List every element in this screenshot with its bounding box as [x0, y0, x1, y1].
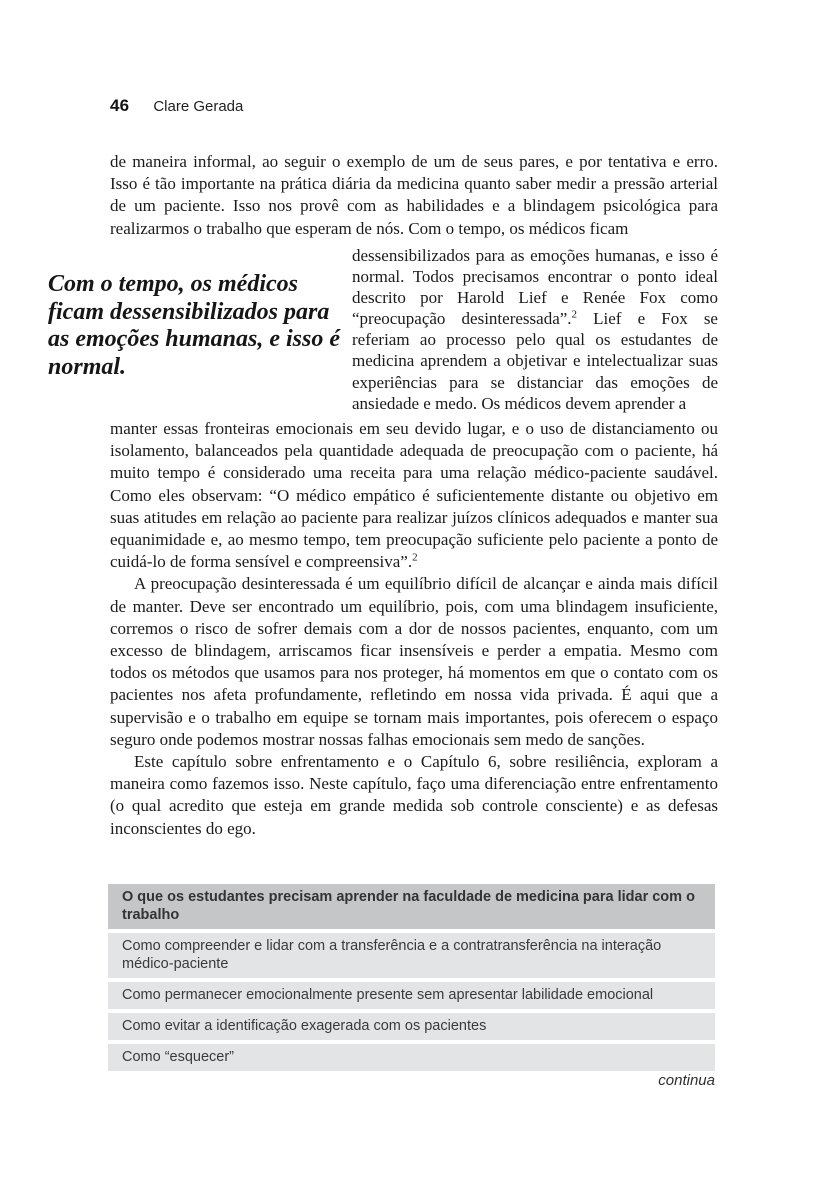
paragraph-text: manter essas fronteiras emocionais em seu devido lugar, e o uso de distanciamento ou isolamento, balanceados pela quantidade adequada de preocupação com o paciente, há muito tempo é considerado uma receita para uma relação médico-paciente saudável. Como eles observam: “O médico empático é suficientemente distante ou objetivo em suas atitudes em relação ao paciente para realizar juízos clínicos adequados e manter sua equanimidade e, ao mesmo tempo, tem preocupação suficiente pelo paciente a ponto de cuidá-lo de forma sensível e compreensiva”. — [110, 419, 718, 572]
table-row: Como permanecer emocionalmente presente sem apresentar labilidade emocional — [108, 982, 715, 1009]
learning-table — [108, 884, 715, 1075]
paragraph: Este capítulo sobre enfrentamento e o Capítulo 6, sobre resiliência, exploram a maneira como fazemos isso. Neste capítulo, faço uma diferenciação entre enfrentamento (o qual acredito que esteja em grande medida sob controle consciente) e as defesas inconscientes do ego. — [110, 752, 718, 838]
body-main-text — [110, 418, 718, 840]
table-header: O que os estudantes precisam aprender na faculdade de medicina para lidar com o trabalho — [108, 884, 715, 929]
pull-quote — [48, 271, 346, 381]
page-number: 46 — [110, 96, 130, 115]
body-paragraph-top — [110, 151, 718, 240]
paragraph-text: dessensibilizados para as emoções humanas, e isso é normal. Todos precisamos encontrar o ponto ideal descrito por Harold Lief e Renée Fox como “preocupação desinteressada”. — [352, 246, 718, 329]
paragraph: A preocupação desinteressada é um equilíbrio difícil de alcançar e ainda mais difícil de manter. Deve ser encontrado um equilíbrio, pois, com uma blindagem insuficiente, corremos o risco de sofrer demais com a dor de nossos pacientes, enquanto, com um excesso de blindagem, arriscamos ficar insensíveis e perder a empatia. Mesmo com todos os métodos que usamos para nos proteger, há momentos em que o contato com os pacientes nos afeta profundamente, refletindo em nossa vida privada. É aqui que a supervisão e o trabalho em equipe se tornam mais importantes, pois oferecem o espaço seguro onde podemos mostrar nossas falhas emocionais sem medo de sanções. — [110, 574, 718, 749]
pull-quote-text: Com o tempo, os médicos ficam dessensibilizados para as emoções humanas, e isso é normal. — [48, 271, 341, 380]
paragraph-continuation — [110, 418, 718, 573]
author-name: Clare Gerada — [153, 98, 244, 115]
table-row: Como compreender e lidar com a transferência e a contratransferência na interação médico-paciente — [108, 933, 715, 978]
paragraph-text: de maneira informal, ao seguir o exemplo de um de seus pares, e por tentativa e erro. Isso é tão importante na prática diária da medicina quanto saber medir a pressão arterial de um paciente. Isso nos provê com as habilidades e a blindagem psicológica para realizarmos o trabalho que esperam de nós. Com o tempo, os médicos ficam — [110, 152, 718, 238]
paragraph-text: Lief e Fox se referiam ao processo pelo qual os estudantes de medicina aprendem a objetivar e intelectualizar suas experiências para se distanciar das emoções de ansiedade e medo. Os médicos devem aprender a — [352, 309, 718, 413]
table-row: Como evitar a identificação exagerada com os pacientes — [108, 1013, 715, 1040]
body-paragraph-column — [352, 245, 718, 414]
table-row: Como “esquecer” — [108, 1044, 715, 1071]
running-header — [110, 96, 243, 116]
footnote-reference: 2 — [412, 551, 418, 564]
continuation-note: continua — [658, 1072, 715, 1089]
footnote-reference: 2 — [571, 308, 578, 321]
